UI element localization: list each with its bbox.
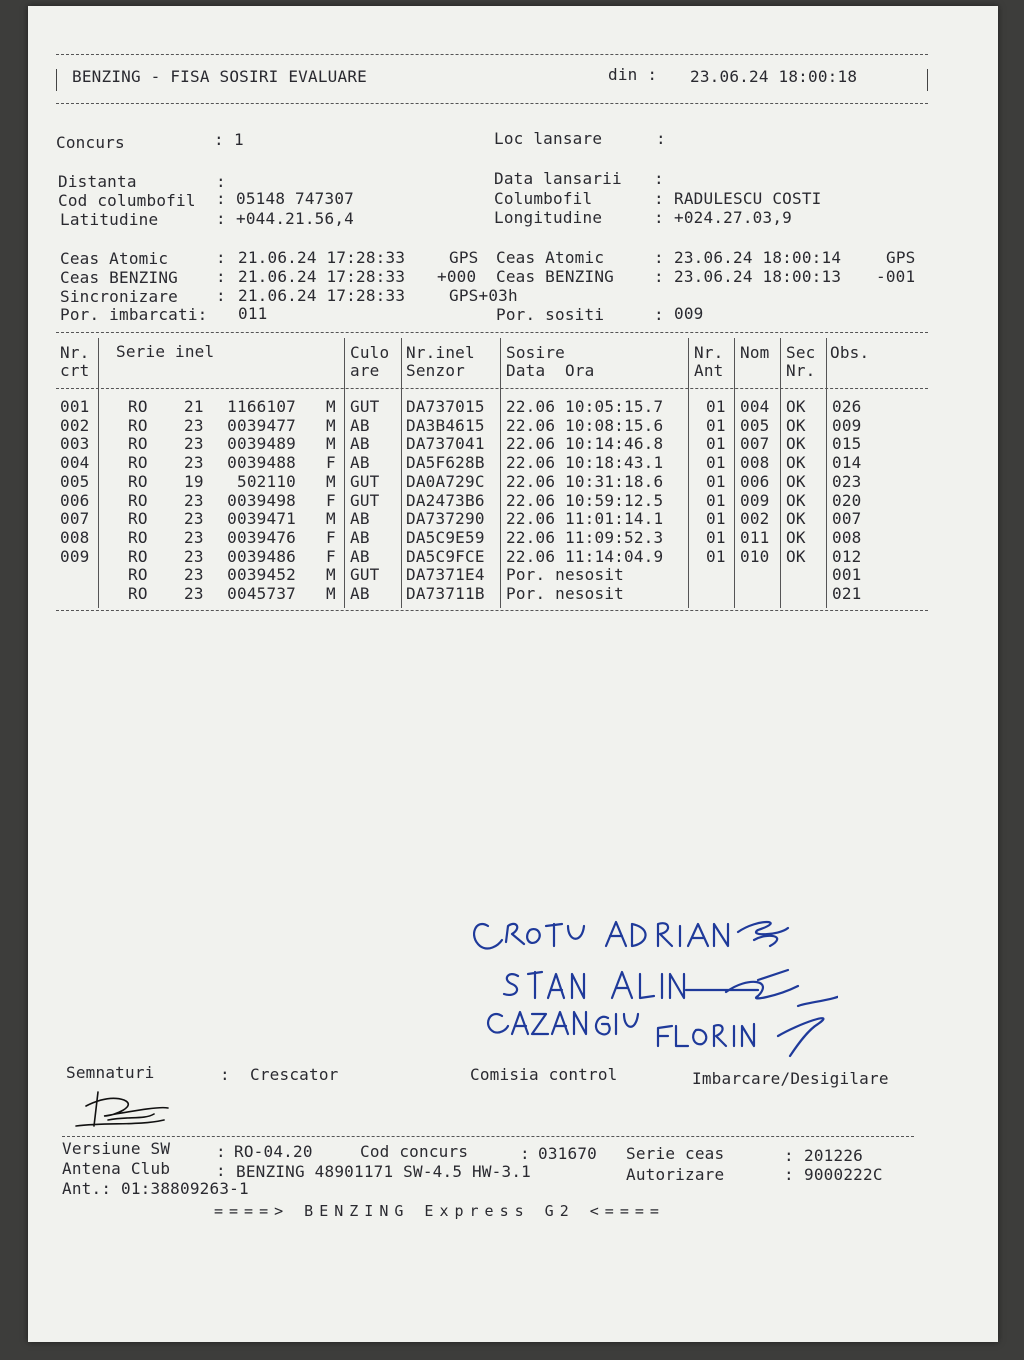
cell-an: 23 xyxy=(184,453,204,473)
imbarcati-label: Por. imbarcati: xyxy=(60,305,208,324)
versiune-sw-value: RO-04.20 xyxy=(234,1142,313,1161)
col-culoare-header-1: Culo xyxy=(350,343,390,362)
cell-inel: 0039452 xyxy=(227,565,296,585)
latitudine-label: Latitudine xyxy=(60,210,159,229)
cell-obs: 001 xyxy=(832,565,862,585)
cell-sex: M xyxy=(326,471,336,491)
cell-sec: OK xyxy=(786,471,806,491)
cell-senzor: DA5C9FCE xyxy=(406,546,485,566)
cell-sosire: Por. nesosit xyxy=(506,565,624,585)
cell-inel: 1166107 xyxy=(227,397,296,416)
sincronizare-extra: GPS+03h xyxy=(449,286,518,305)
cell-sex: F xyxy=(326,546,336,566)
cell-tara: RO xyxy=(128,584,148,603)
cell-sec: OK xyxy=(786,397,806,416)
cell-nom: 011 xyxy=(740,527,770,547)
antena-club-value: BENZING 48901171 SW-4.5 HW-3.1 xyxy=(236,1162,531,1181)
cell-nr: 007 xyxy=(60,509,90,529)
cell-ant: 01 xyxy=(706,471,726,491)
print-date: 23.06.24 18:00:18 xyxy=(690,67,858,86)
cell-nom: 007 xyxy=(740,434,770,454)
col-nom-header: Nom xyxy=(740,343,770,362)
cell-nom: 008 xyxy=(740,453,770,473)
longitudine-value: +024.27.03,9 xyxy=(674,208,792,227)
imbarcare-desigilare-label: Imbarcare/Desigilare xyxy=(692,1069,889,1088)
cell-nom: 005 xyxy=(740,415,770,435)
cell-cul: AB xyxy=(350,415,370,435)
cell-sosire: 22.06 10:31:18.6 xyxy=(506,471,664,491)
cell-sosire: 22.06 11:09:52.3 xyxy=(506,527,664,547)
cell-tara: RO xyxy=(128,434,148,454)
cell-sex: M xyxy=(326,415,336,435)
cell-an: 23 xyxy=(184,584,204,603)
cell-obs: 023 xyxy=(832,471,862,491)
cell-tara: RO xyxy=(128,509,148,529)
cell-ant: 01 xyxy=(706,527,726,547)
cell-an: 23 xyxy=(184,546,204,566)
cell-an: 23 xyxy=(184,509,204,529)
cell-senzor: DA737041 xyxy=(406,434,485,454)
cell-cul: AB xyxy=(350,527,370,547)
cell-sex: F xyxy=(326,527,336,547)
cell-cul: AB xyxy=(350,434,370,454)
ceas-atomic-start-extra: GPS xyxy=(449,248,479,267)
cell-nom: 006 xyxy=(740,471,770,491)
cell-obs: 026 xyxy=(832,397,862,416)
cell-obs: 009 xyxy=(832,415,862,435)
cell-senzor: DA2473B6 xyxy=(406,490,485,510)
serie-ceas-value: 201226 xyxy=(804,1146,863,1165)
ceas-atomic-end-extra: GPS xyxy=(886,248,916,267)
cod-concurs-value: 031670 xyxy=(538,1144,597,1163)
cell-cul: GUT xyxy=(350,565,380,585)
col-sosire-header-2: Data Ora xyxy=(506,361,595,380)
cell-senzor: DA737015 xyxy=(406,397,485,416)
cell-nr: 001 xyxy=(60,397,90,416)
cell-sec: OK xyxy=(786,453,806,473)
cell-cul: GUT xyxy=(350,471,380,491)
cell-senzor: DA73711B xyxy=(406,584,485,603)
cell-an: 23 xyxy=(184,415,204,435)
distanta-label: Distanta xyxy=(58,172,137,191)
cell-an: 23 xyxy=(184,527,204,547)
cell-sec: OK xyxy=(786,434,806,454)
cell-an: 21 xyxy=(184,397,204,416)
brand-footer: ====> BENZING Express G2 <==== xyxy=(214,1202,665,1220)
cell-nom: 004 xyxy=(740,397,770,416)
loc-lansare-label: Loc lansare xyxy=(494,129,603,148)
autorizare-label: Autorizare xyxy=(626,1165,725,1184)
col-obs-header: Obs. xyxy=(830,343,870,362)
cell-sosire: 22.06 11:14:04.9 xyxy=(506,546,664,566)
cell-tara: RO xyxy=(128,490,148,510)
cell-senzor: DA7371E4 xyxy=(406,565,485,585)
cell-ant: 01 xyxy=(706,397,726,416)
col-nr-header-2: crt xyxy=(60,361,90,380)
cell-sec: OK xyxy=(786,490,806,510)
ceas-benzing-end-value: 23.06.24 18:00:13 xyxy=(674,267,842,286)
cell-sex: M xyxy=(326,584,336,603)
cell-cul: AB xyxy=(350,509,370,529)
crescator-label: Crescator xyxy=(250,1065,339,1084)
cell-an: 23 xyxy=(184,490,204,510)
cell-obs: 012 xyxy=(832,546,862,566)
cell-sex: M xyxy=(326,509,336,529)
cell-inel: 0039476 xyxy=(227,527,296,547)
col-sosire-header-1: Sosire xyxy=(506,343,565,362)
columbofil-label: Columbofil xyxy=(494,189,593,208)
concurs-label: Concurs xyxy=(56,133,125,152)
footer-rule xyxy=(62,1136,914,1137)
table-bottom-rule xyxy=(56,610,928,611)
cell-tara: RO xyxy=(128,453,148,473)
cell-tara: RO xyxy=(128,471,148,491)
cell-obs: 015 xyxy=(832,434,862,454)
cell-sosire: 22.06 10:05:15.7 xyxy=(506,397,664,416)
cell-inel: 0039489 xyxy=(227,434,296,454)
ceas-benzing-start-extra: +000 xyxy=(437,267,477,286)
cell-sec: OK xyxy=(786,527,806,547)
cell-inel: 502110 xyxy=(237,471,296,491)
autorizare-value: 9000222C xyxy=(804,1165,883,1184)
cell-senzor: DA5F628B xyxy=(406,453,485,473)
cell-inel: 0045737 xyxy=(227,584,296,603)
serie-ceas-label: Serie ceas xyxy=(626,1144,725,1163)
cod-columbofil-label: Cod columbofil xyxy=(58,191,196,210)
versiune-sw-label: Versiune SW xyxy=(62,1139,171,1158)
ceas-benzing-end-label: Ceas BENZING xyxy=(496,267,614,286)
document-title: BENZING - FISA SOSIRI EVALUARE xyxy=(72,67,367,86)
cell-sex: M xyxy=(326,434,336,454)
cell-cul: GUT xyxy=(350,397,380,416)
cell-ant: 01 xyxy=(706,490,726,510)
ceas-benzing-end-extra: -001 xyxy=(876,267,916,286)
cell-obs: 014 xyxy=(832,453,862,473)
sincronizare-label: Sincronizare xyxy=(60,287,178,306)
data-lansarii-label: Data lansarii xyxy=(494,169,622,188)
table-top-rule xyxy=(56,332,928,333)
col-ant-header-1: Nr. xyxy=(694,343,724,362)
cell-tara: RO xyxy=(128,565,148,585)
table-header-rule xyxy=(56,388,928,389)
cell-sosire: Por. nesosit xyxy=(506,584,624,603)
concurs-value: 1 xyxy=(234,130,244,149)
columbofil-value: RADULESCU COSTI xyxy=(674,189,822,208)
cell-inel: 0039477 xyxy=(227,415,296,435)
cell-senzor: DA3B4615 xyxy=(406,415,485,435)
cell-nr: 005 xyxy=(60,471,90,491)
cell-tara: RO xyxy=(128,415,148,435)
cell-cul: AB xyxy=(350,584,370,603)
cell-inel: 0039498 xyxy=(227,490,296,510)
ceas-atomic-start-value: 21.06.24 17:28:33 xyxy=(238,248,406,267)
cell-obs: 008 xyxy=(832,527,862,547)
cell-ant: 01 xyxy=(706,509,726,529)
col-ant-header-2: Ant xyxy=(694,361,724,380)
cell-tara: RO xyxy=(128,397,148,416)
col-senzor-header-1: Nr.inel xyxy=(406,343,475,362)
sositi-value: 009 xyxy=(674,304,704,323)
cell-ant: 01 xyxy=(706,415,726,435)
ceas-atomic-end-label: Ceas Atomic xyxy=(496,248,605,267)
cell-inel: 0039486 xyxy=(227,546,296,566)
cell-sosire: 22.06 11:01:14.1 xyxy=(506,509,664,529)
col-nr-header-1: Nr. xyxy=(60,343,90,362)
cell-senzor: DA5C9E59 xyxy=(406,527,485,547)
cell-an: 23 xyxy=(184,434,204,454)
cell-senzor: DA0A729C xyxy=(406,471,485,491)
cell-sec: OK xyxy=(786,509,806,529)
col-senzor-header-2: Senzor xyxy=(406,361,465,380)
cell-cul: GUT xyxy=(350,490,380,510)
cell-sex: F xyxy=(326,490,336,510)
cell-nr: 002 xyxy=(60,415,90,435)
cell-sosire: 22.06 10:59:12.5 xyxy=(506,490,664,510)
cell-cul: AB xyxy=(350,453,370,473)
cell-obs: 007 xyxy=(832,509,862,529)
cell-sec: OK xyxy=(786,415,806,435)
cell-cul: AB xyxy=(350,546,370,566)
cell-an: 23 xyxy=(184,565,204,585)
cell-ant: 01 xyxy=(706,434,726,454)
antena-club-label: Antena Club xyxy=(62,1159,171,1178)
col-sec-header-1: Sec xyxy=(786,343,816,362)
cell-nr: 004 xyxy=(60,453,90,473)
longitudine-label: Longitudine xyxy=(494,208,603,227)
cell-obs: 020 xyxy=(832,490,862,510)
col-culoare-header-2: are xyxy=(350,361,380,380)
cell-inel: 0039471 xyxy=(227,509,296,529)
cell-nr: 008 xyxy=(60,527,90,547)
date-label: din : xyxy=(608,65,658,84)
cell-senzor: DA737290 xyxy=(406,509,485,529)
cell-inel: 0039488 xyxy=(227,453,296,473)
cell-obs: 021 xyxy=(832,584,862,603)
receipt-paper: BENZING - FISA SOSIRI EVALUARE din : 23.06.24 18:00:18 Concurs : 1 Loc lansare : Distanta : Data lansarii : Cod columbofil : 05148 747307 Columbofil : RADULESCU COSTI Latitudine : +044.21.56,4 Longitudine : +024.27.03,9 Ceas Atomic : 21.06.24 17:28:33 GPS Ceas Atomic : 23.06.24 18:00:14 GPS Ceas BENZING : 21.06.24 17:28:33 +000 Ceas BENZING : 23.06.24 18:00:13 -001 Sincronizare : 21.06.24 17:28:33 GPS+03h Por. imbarcati: 011 Por. sositi : 009 Nr. crt Serie inel Culo are Nr.inel Senzor Sosire Data Ora Nr. Ant Nom Sec Nr. Obs. 001 RO 21 1166107 M GUT DA737015 22.06 10:05:15.7 01 004 OK 026 002 RO 23 0039477 M AB DA3B4615 22.06 10:08:15.6 01 005 OK 009 003 RO 23 0039489 M AB DA737041 22.06 10:14:46.8 01 007 OK 015 004 RO 23 0039488 F AB DA5F628B 22.06 10:18:43.1 01 008 OK 014 005 RO 19 502110 M GUT DA0A729C 22.06 10:31:18.6 01 006 OK 023 006 RO 23 0039498 F GUT DA2473B6 22.06 10:59:12.5 01 009 OK 020 007 RO 23 0039471 M AB DA737290 22.06 11:01:14.1 01 002 OK 007 008 RO 23 0039476 F AB DA5C9E59 22.06 11:09:52.3 01 011 OK 008 009 RO 23 0039486 F AB DA5C9FCE 22.06 11:14:04.9 01 010 OK 012 RO 23 0039452 M GUT DA7371E4 Por. nesosit 001 RO 23 0045737 M AB DA73711B Por. nesosit 021 Semnaturi : Crescator Comisia control Imbarcare/Desigilare Versiune SW : RO-04.20 Cod concurs : 031670 Serie ceas : 201226 Antena Club : BENZING 48901171 SW-4.5 HW-3.1 Autorizare : 9000222C Ant.: 01:38809263-1 ====> BENZING Express G2 <==== xyxy=(28,6,998,1342)
ceas-benzing-start-label: Ceas BENZING xyxy=(60,268,178,287)
cell-nom: 002 xyxy=(740,509,770,529)
cod-columbofil-value: 05148 747307 xyxy=(236,189,354,208)
comisia-control-label: Comisia control xyxy=(470,1065,618,1084)
cell-sex: F xyxy=(326,453,336,473)
imbarcati-value: 011 xyxy=(238,304,268,323)
cell-an: 19 xyxy=(184,471,204,491)
antenna-id: Ant.: 01:38809263-1 xyxy=(62,1179,249,1198)
ceas-atomic-end-value: 23.06.24 18:00:14 xyxy=(674,248,842,267)
col-sec-header-2: Nr. xyxy=(786,361,816,380)
semnaturi-label: Semnaturi xyxy=(66,1063,155,1082)
cell-tara: RO xyxy=(128,546,148,566)
cell-tara: RO xyxy=(128,527,148,547)
cell-sex: M xyxy=(326,397,336,416)
col-serie-header: Serie inel xyxy=(116,342,215,361)
latitudine-value: +044.21.56,4 xyxy=(236,209,354,228)
cell-ant: 01 xyxy=(706,546,726,566)
cell-sex: M xyxy=(326,565,336,585)
ceas-benzing-start-value: 21.06.24 17:28:33 xyxy=(238,267,406,286)
cell-nom: 009 xyxy=(740,490,770,510)
cell-nom: 010 xyxy=(740,546,770,566)
cell-nr: 006 xyxy=(60,490,90,510)
cell-sosire: 22.06 10:18:43.1 xyxy=(506,453,664,473)
cell-ant: 01 xyxy=(706,453,726,473)
cell-sosire: 22.06 10:14:46.8 xyxy=(506,434,664,454)
cell-nr: 003 xyxy=(60,434,90,454)
breeder-signature xyxy=(68,1086,178,1134)
handwritten-signatures xyxy=(458,906,838,1066)
cell-nr: 009 xyxy=(60,546,90,566)
cell-sosire: 22.06 10:08:15.6 xyxy=(506,415,664,435)
sincronizare-value: 21.06.24 17:28:33 xyxy=(238,286,406,305)
sositi-label: Por. sositi xyxy=(496,305,605,324)
cell-sec: OK xyxy=(786,546,806,566)
ceas-atomic-start-label: Ceas Atomic xyxy=(60,249,169,268)
cod-concurs-label: Cod concurs xyxy=(360,1142,469,1161)
